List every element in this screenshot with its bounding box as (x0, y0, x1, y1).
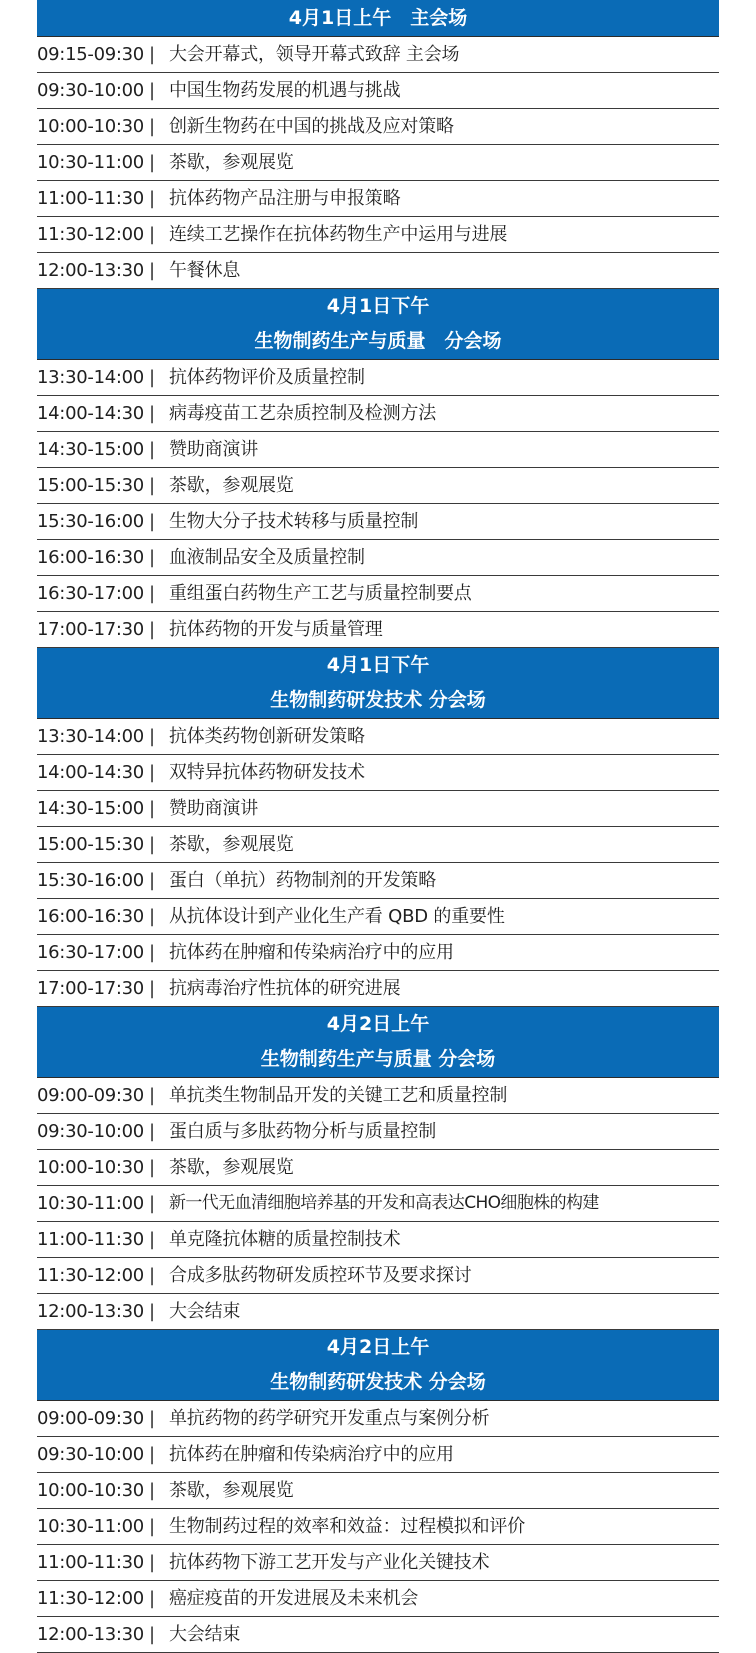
separator: | (149, 1624, 156, 1645)
time-slot: 14:30-15:00 (37, 798, 144, 819)
separator: | (149, 798, 156, 819)
talk-title: 癌症疫苗的开发进展及未来机会 (169, 1588, 419, 1609)
talk-title: 赞助商演讲 (169, 439, 258, 460)
talk-title: 创新生物药在中国的挑战及应对策略 (169, 116, 454, 137)
talk-title: 抗病毒治疗性抗体的研究进展 (169, 978, 401, 999)
schedule-row (37, 360, 719, 396)
schedule-row (37, 432, 719, 468)
time-slot: 11:30-12:00 (37, 224, 144, 245)
schedule-row (37, 540, 719, 576)
schedule-row (37, 935, 719, 971)
time-slot: 17:00-17:30 (37, 978, 144, 999)
session-header-track: 生物制药生产与质量 分会场 (254, 330, 502, 352)
separator: | (149, 583, 156, 604)
talk-title: 大会结束 (169, 1624, 241, 1645)
separator: | (149, 978, 156, 999)
talk-title: 血液制品安全及质量控制 (169, 547, 365, 568)
talk-title: 茶歇，参观展览 (169, 475, 294, 496)
schedule-row (37, 181, 719, 217)
schedule-row (37, 1545, 719, 1581)
schedule-row (37, 827, 719, 863)
session-header-track: 生物制药研发技术 分会场 (270, 1371, 486, 1393)
separator: | (149, 44, 156, 65)
separator: | (149, 260, 156, 281)
separator: | (149, 80, 156, 101)
schedule-row (37, 755, 719, 791)
talk-title: 病毒疫苗工艺杂质控制及检测方法 (169, 403, 436, 424)
separator: | (149, 1588, 156, 1609)
separator: | (149, 152, 156, 173)
time-slot: 12:00-13:30 (37, 1301, 144, 1322)
separator: | (149, 367, 156, 388)
separator: | (149, 942, 156, 963)
schedule-row (37, 217, 719, 253)
separator: | (149, 1301, 156, 1322)
time-slot: 15:30-16:00 (37, 511, 144, 532)
schedule-row (37, 253, 719, 289)
talk-title: 大会开幕式，领导开幕式致辞 主会场 (169, 44, 460, 65)
session-header (37, 1007, 719, 1078)
talk-title: 单抗类生物制品开发的关键工艺和质量控制 (169, 1085, 508, 1106)
talk-title: 茶歇，参观展览 (169, 152, 294, 173)
talk-title: 重组蛋白药物生产工艺与质量控制要点 (169, 583, 472, 604)
talk-title: 大会结束 (169, 1301, 241, 1322)
separator: | (149, 726, 156, 747)
time-slot: 10:30-11:00 (37, 1193, 144, 1214)
talk-title: 新一代无血清细胞培养基的开发和高表达CHO细胞株的构建 (169, 1193, 599, 1213)
time-slot: 15:30-16:00 (37, 870, 144, 891)
schedule-row (37, 1150, 719, 1186)
separator: | (149, 1229, 156, 1250)
schedule-row (37, 1437, 719, 1473)
time-slot: 14:00-14:30 (37, 403, 144, 424)
time-slot: 16:30-17:00 (37, 942, 144, 963)
schedule-row (37, 612, 719, 648)
talk-title: 从抗体设计到产业化生产看 QBD 的重要性 (169, 906, 505, 927)
time-slot: 14:00-14:30 (37, 762, 144, 783)
session-header (37, 0, 719, 37)
talk-title: 抗体药在肿瘤和传染病治疗中的应用 (169, 1444, 454, 1465)
separator: | (149, 1121, 156, 1142)
separator: | (149, 1444, 156, 1465)
schedule-row (37, 863, 719, 899)
schedule-row (37, 1078, 719, 1114)
session-header-title: 4月1日上午 主会场 (288, 7, 468, 29)
time-slot: 09:00-09:30 (37, 1408, 144, 1429)
separator: | (149, 224, 156, 245)
time-slot: 11:30-12:00 (37, 1588, 144, 1609)
schedule-row (37, 1473, 719, 1509)
time-slot: 09:15-09:30 (37, 44, 144, 65)
schedule-row (37, 1294, 719, 1330)
separator: | (149, 906, 156, 927)
talk-title: 抗体药物产品注册与申报策略 (169, 188, 401, 209)
schedule-row (37, 468, 719, 504)
schedule-row (37, 73, 719, 109)
schedule-row (37, 1186, 719, 1222)
talk-title: 中国生物药发展的机遇与挑战 (169, 80, 401, 101)
talk-title: 生物大分子技术转移与质量控制 (169, 511, 419, 532)
talk-title: 双特异抗体药物研发技术 (169, 762, 365, 783)
time-slot: 16:00-16:30 (37, 547, 144, 568)
time-slot: 11:30-12:00 (37, 1265, 144, 1286)
schedule-row (37, 1258, 719, 1294)
time-slot: 09:30-10:00 (37, 1121, 144, 1142)
talk-title: 单克隆抗体糖的质量控制技术 (169, 1229, 401, 1250)
session-header (37, 648, 719, 719)
talk-title: 茶歇，参观展览 (169, 1480, 294, 1501)
talk-title: 午餐休息 (169, 260, 241, 281)
time-slot: 09:30-10:00 (37, 1444, 144, 1465)
schedule-row (37, 396, 719, 432)
schedule-row (37, 1114, 719, 1150)
separator: | (149, 1085, 156, 1106)
time-slot: 11:00-11:30 (37, 1229, 144, 1250)
session-header-date: 4月1日下午 (326, 654, 430, 676)
separator: | (149, 870, 156, 891)
session-header-track: 生物制药生产与质量 分会场 (260, 1048, 496, 1070)
session-header-date: 4月2日上午 (326, 1336, 430, 1358)
separator: | (149, 619, 156, 640)
conference-schedule (37, 0, 719, 1653)
schedule-row (37, 1401, 719, 1437)
separator: | (149, 1516, 156, 1537)
schedule-row (37, 899, 719, 935)
time-slot: 15:00-15:30 (37, 475, 144, 496)
session-header (37, 289, 719, 360)
separator: | (149, 1193, 156, 1214)
schedule-row (37, 1617, 719, 1653)
separator: | (149, 188, 156, 209)
time-slot: 13:30-14:00 (37, 726, 144, 747)
schedule-row (37, 576, 719, 612)
separator: | (149, 403, 156, 424)
separator: | (149, 1265, 156, 1286)
time-slot: 14:30-15:00 (37, 439, 144, 460)
schedule-row (37, 1581, 719, 1617)
separator: | (149, 834, 156, 855)
session-header-date: 4月1日下午 (326, 295, 430, 317)
separator: | (149, 439, 156, 460)
talk-title: 抗体药在肿瘤和传染病治疗中的应用 (169, 942, 454, 963)
separator: | (149, 475, 156, 496)
talk-title: 抗体药物下游工艺开发与产业化关键技术 (169, 1552, 490, 1573)
separator: | (149, 1157, 156, 1178)
time-slot: 09:30-10:00 (37, 80, 144, 101)
time-slot: 10:00-10:30 (37, 1157, 144, 1178)
schedule-row (37, 791, 719, 827)
time-slot: 13:30-14:00 (37, 367, 144, 388)
time-slot: 11:00-11:30 (37, 1552, 144, 1573)
time-slot: 11:00-11:30 (37, 188, 144, 209)
separator: | (149, 1408, 156, 1429)
schedule-row (37, 1222, 719, 1258)
time-slot: 10:00-10:30 (37, 116, 144, 137)
time-slot: 16:30-17:00 (37, 583, 144, 604)
schedule-row (37, 504, 719, 540)
time-slot: 09:00-09:30 (37, 1085, 144, 1106)
time-slot: 12:00-13:30 (37, 1624, 144, 1645)
session-header-date: 4月2日上午 (326, 1013, 430, 1035)
schedule-row (37, 971, 719, 1007)
separator: | (149, 116, 156, 137)
talk-title: 茶歇，参观展览 (169, 834, 294, 855)
talk-title: 抗体药物评价及质量控制 (169, 367, 365, 388)
talk-title: 生物制药过程的效率和效益：过程模拟和评价 (169, 1516, 525, 1537)
separator: | (149, 762, 156, 783)
talk-title: 合成多肽药物研发质控环节及要求探讨 (169, 1265, 472, 1286)
schedule-row (37, 1509, 719, 1545)
schedule-row (37, 145, 719, 181)
schedule-row (37, 109, 719, 145)
separator: | (149, 511, 156, 532)
time-slot: 17:00-17:30 (37, 619, 144, 640)
talk-title: 赞助商演讲 (169, 798, 258, 819)
talk-title: 蛋白质与多肽药物分析与质量控制 (169, 1121, 436, 1142)
session-header-track: 生物制药研发技术 分会场 (270, 689, 486, 711)
schedule-row (37, 719, 719, 755)
time-slot: 10:30-11:00 (37, 152, 144, 173)
separator: | (149, 547, 156, 568)
time-slot: 15:00-15:30 (37, 834, 144, 855)
talk-title: 抗体药物的开发与质量管理 (169, 619, 383, 640)
time-slot: 16:00-16:30 (37, 906, 144, 927)
schedule-row (37, 37, 719, 73)
time-slot: 10:00-10:30 (37, 1480, 144, 1501)
separator: | (149, 1480, 156, 1501)
talk-title: 连续工艺操作在抗体药物生产中运用与进展 (169, 224, 508, 245)
talk-title: 单抗药物的药学研究开发重点与案例分析 (169, 1408, 490, 1429)
talk-title: 蛋白（单抗）药物制剂的开发策略 (169, 870, 436, 891)
time-slot: 12:00-13:30 (37, 260, 144, 281)
session-header (37, 1330, 719, 1401)
time-slot: 10:30-11:00 (37, 1516, 144, 1537)
talk-title: 茶歇，参观展览 (169, 1157, 294, 1178)
separator: | (149, 1552, 156, 1573)
talk-title: 抗体类药物创新研发策略 (169, 726, 365, 747)
